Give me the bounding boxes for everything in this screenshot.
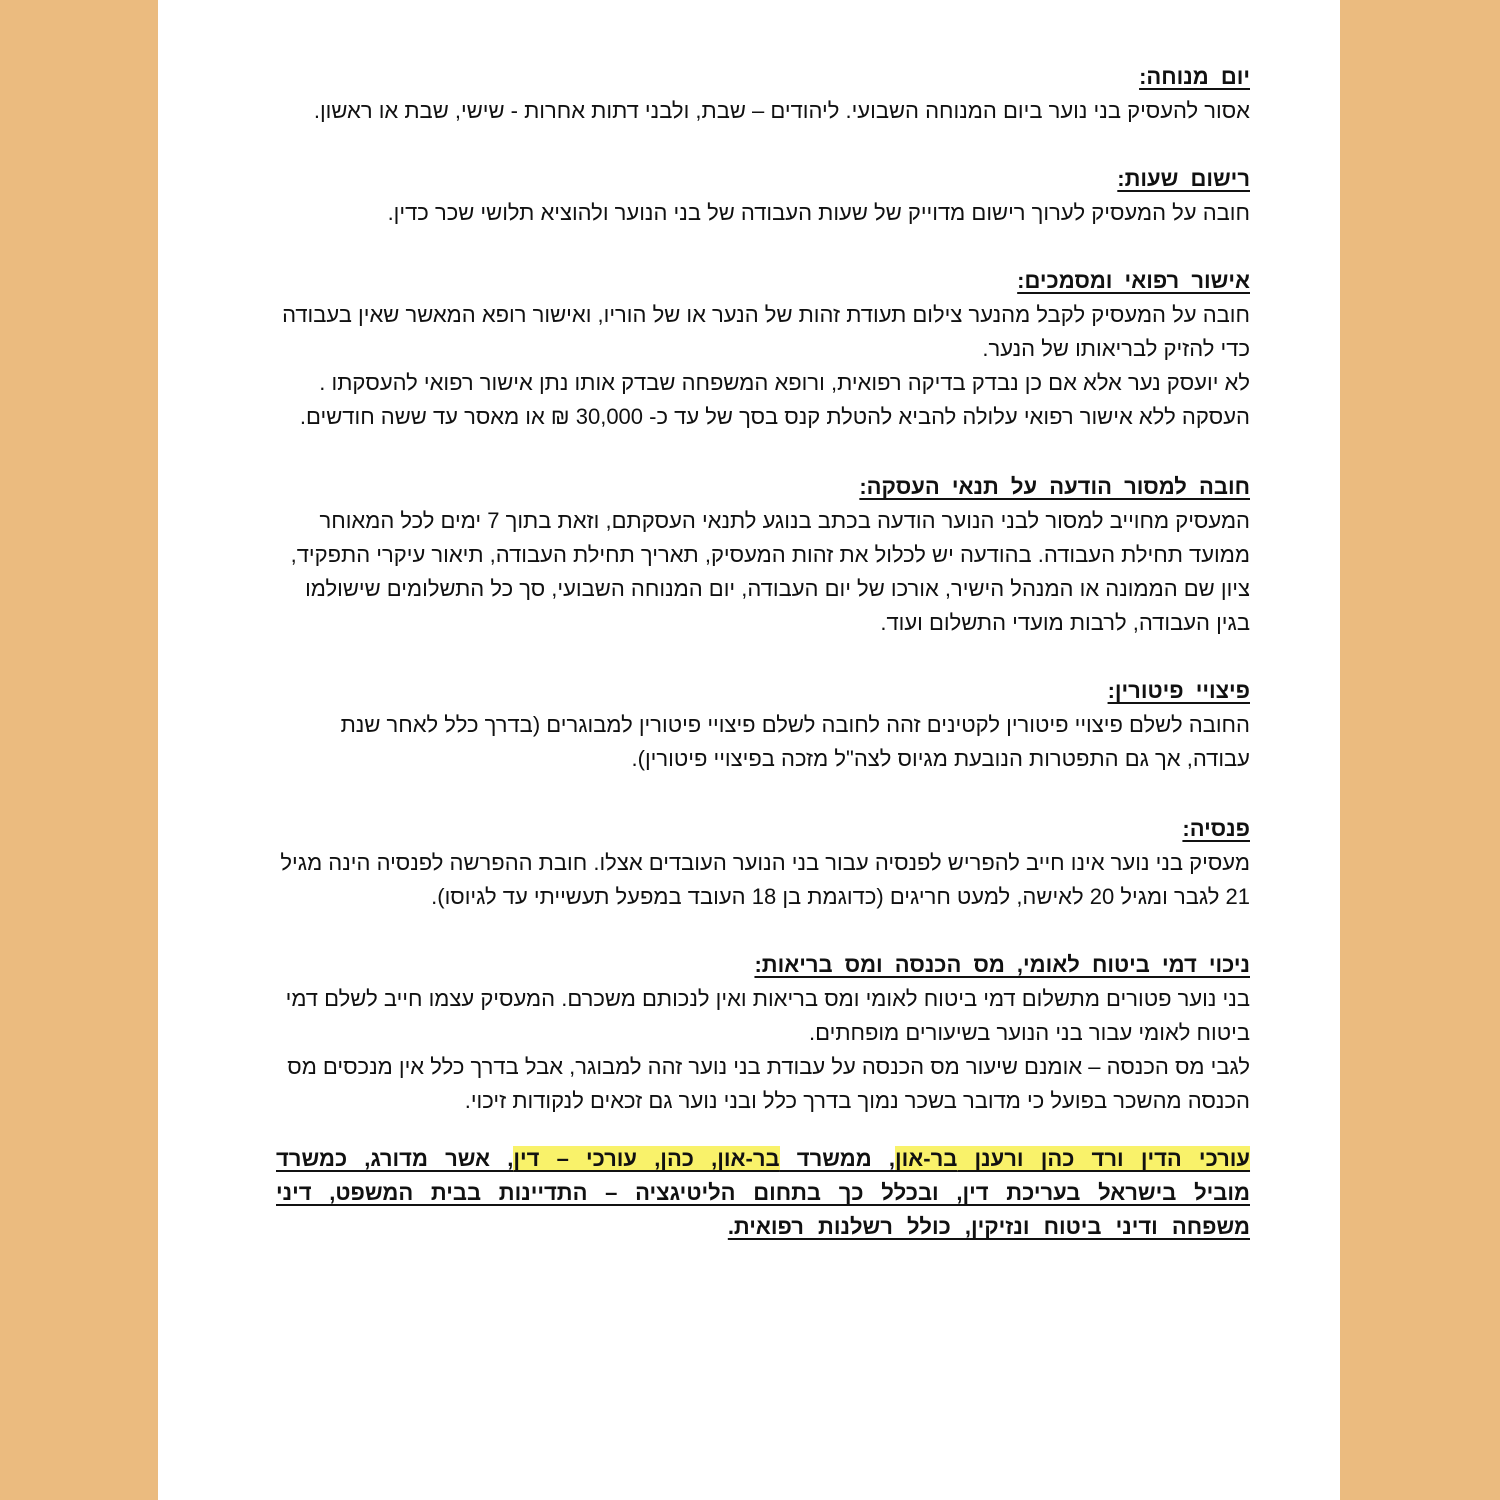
section-medical <box>276 264 1250 434</box>
section-hours-record <box>276 162 1250 230</box>
section-rest-day <box>276 60 1250 128</box>
paragraph: חובה על המעסיק לערוך רישום מדוייק של שעות העבודה של בני הנוער ולהוציא תלושי שכר כדין. <box>387 200 1250 225</box>
section-heading: יום מנוחה: <box>1139 64 1250 89</box>
section-severance <box>276 674 1250 776</box>
paragraph: המעסיק מחוייב למסור לבני הנוער הודעה בכתב בנוגע לתנאי העסקתם, וזאת בתוך 7 ימים לכל המאוחר ממועד תחילת העבודה. בהודעה יש לכלול את זהות המעסיק, תאריך תחילת העבודה, תיאור עיקרי התפקיד, ציון שם הממונה או המנהל הישיר, אורכו של יום העבודה, יום המנוחה השבועי, סך כל התשלומים שישולמו בגין העבודה, לרבות מועדי התשלום ועוד. <box>290 508 1250 635</box>
section-heading: רישום שעות: <box>1117 166 1250 191</box>
highlight: בר-און, כהן, עורכי – דין <box>513 1146 780 1171</box>
paragraph: לא יועסק נער אלא אם כן נבדק בדיקה רפואית, ורופא המשפחה שבדק אותו נתן אישור רפואי להעסקתו . <box>319 370 1250 395</box>
highlight: עורכי הדין ורד כהן ורענן <box>957 1146 1251 1171</box>
paragraph: החובה לשלם פיצויי פיטורין לקטינים זהה לחובה לשלם פיצויי פיטורין למבוגרים (בדרך כלל לאחר שנת עבודה, אך גם התפטרות הנובעת מגיוס לצה"ל מזכה בפיצויי פיטורין). <box>340 712 1250 771</box>
paragraph: חובה על המעסיק לקבל מהנער צילום תעודת זהות של הנער או של הוריו, ואישור רופא המאשר שאין בעבודה כדי להזיק לבריאותו של הנער. <box>282 302 1250 361</box>
section-pension <box>276 812 1250 914</box>
document-content <box>276 60 1250 1244</box>
section-deductions <box>276 948 1250 1118</box>
section-heading: חובה למסור הודעה על תנאי העסקה: <box>859 474 1250 499</box>
document-page <box>158 0 1340 1500</box>
law-firm-note <box>276 1142 1250 1244</box>
section-heading: ניכוי דמי ביטוח לאומי, מס הכנסה ומס בריאות: <box>754 952 1250 977</box>
section-heading: פנסיה: <box>1182 816 1250 841</box>
paragraph: העסקה ללא אישור רפואי עלולה להביא להטלת קנס בסך של עד כ- 30,000 ₪ או מאסר עד ששה חודשים. <box>299 404 1250 429</box>
paragraph: מעסיק בני נוער אינו חייב להפריש לפנסיה עבור בני הנוער העובדים אצלו. חובת ההפרשה לפנסיה הינה מגיל 21 לגבר ומגיל 20 לאישה, למעט חריגים (כדוגמת בן 18 העובד במפעל תעשייתי עד לגיוסו). <box>280 850 1250 909</box>
section-heading: פיצויי פיטורין: <box>1107 678 1250 703</box>
paragraph: בני נוער פטורים מתשלום דמי ביטוח לאומי ומס בריאות ואין לנכותם משכרם. המעסיק עצמו חייב לשלם דמי ביטוח לאומי עבור בני הנוער בשיעורים מופחתים. <box>285 986 1250 1045</box>
paragraph: אסור להעסיק בני נוער ביום המנוחה השבועי. ליהודים – שבת, ולבני דתות אחרות - שישי, שבת או ראשון. <box>313 98 1250 123</box>
highlight: בר-און <box>894 1146 958 1171</box>
text-run: , אשר מדורג, כמשרד מוביל בישראל בעריכת דין, ובכלל כך בתחום הליטיגציה – התדיינות בבית המשפט, דיני משפחה ודיני ביטוח ונזיקין, כולל רשלנות רפואית. <box>276 1146 1250 1239</box>
section-heading: אישור רפואי ומסמכים: <box>1017 268 1250 293</box>
paragraph: לגבי מס הכנסה – אומנם שיעור מס הכנסה על עבודת בני נוער זהה למבוגר, אבל בדרך כלל אין מנכסים מס הכנסה מהשכר בפועל כי מדובר בשכר נמוך בדרך כלל ובני נוער גם זכאים לנקודות זיכוי. <box>287 1054 1250 1113</box>
text-run: , ממשרד <box>779 1146 895 1171</box>
section-notice <box>276 470 1250 640</box>
